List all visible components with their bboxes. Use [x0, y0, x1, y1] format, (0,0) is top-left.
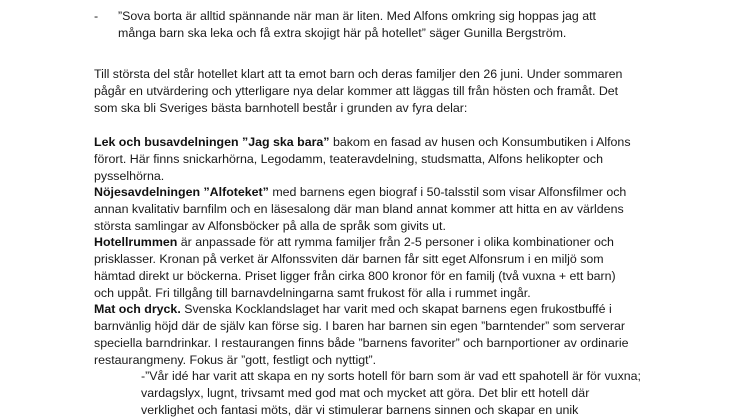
hotell-line-1 [94, 234, 656, 251]
noje-heading: Nöjesavdelningen ”Alfoteket” [94, 185, 269, 199]
noje-paragraph [94, 184, 656, 235]
lek-line-1 [94, 134, 656, 151]
bullet-text [118, 8, 658, 42]
bullet-dash: - [94, 9, 99, 23]
lek-line-2: förort. Här finns snickarhörna, Legodamm, teateravdelning, studsmatta, Alfons helikopter och [94, 152, 603, 166]
hotell-line-4: och uppåt. Fri tillgång till barnavdelningarna samt frukost för alla i rummet ingår. [94, 286, 531, 300]
intro-line-3: som ska bli Sveriges bästa barnhotell består i grunden av fyra delar: [94, 101, 468, 115]
intro-line-1: Till största del står hotellet klart att ta emot barn och deras familjer den 26 juni. Under sommaren [94, 67, 623, 81]
hotell-line-1-text: är anpassade för att rymma familjer från 2-5 personer i olika kombinationer och [177, 235, 614, 249]
mat-line-1 [94, 301, 656, 318]
lek-heading: Lek och busavdelningen ”Jag ska bara” [94, 135, 330, 149]
hotell-heading: Hotellrummen [94, 235, 178, 249]
bullet-text-line-1: ”Sova borta är alltid spännande när man är liten. Med Alfons omkring sig hoppas jag att [118, 9, 597, 23]
closing-quote [141, 368, 661, 419]
quote-line-2: vardagslyx, lugnt, trivsamt med god mat och mycket att göra. Det blir ett hotell där [141, 386, 590, 400]
quote-line-1: -”Vår idé har varit att skapa en ny sorts hotell för barn som är vad ett spahotell är för vuxna; [141, 369, 641, 383]
intro-line-2: pågår en utvärdering och ytterligare nya delar kommer att läggas till från hösten och framåt. Det [94, 84, 619, 98]
lek-paragraph [94, 134, 656, 185]
noje-line-3: största samlingar av Alfonsböcker på alla de språk som givits ut. [94, 219, 446, 233]
hotell-line-2: prisklasser. Kronan på verket är Alfonssviten där barnen får sitt eget Alfonsrum i en miljö som [94, 252, 604, 266]
mat-paragraph [94, 301, 656, 369]
noje-line-2: annan kvalitativ barnfilm och en läsesalong där man bland annat kommer att hitta en av världens [94, 202, 624, 216]
mat-line-3: speciella barndrinkar. I restaurangen finns både ”barnens favoriter” och barnportioner av ordinarie [94, 336, 629, 350]
noje-line-1 [94, 184, 656, 201]
hotell-paragraph [94, 234, 656, 302]
bullet-text-line-2: många barn ska leka och få extra skojigt här på hotellet” säger Gunilla Bergström. [118, 26, 567, 40]
mat-line-4: restaurangmeny. Fokus är ”gott, festligt och nyttigt”. [94, 353, 377, 367]
noje-line-1-text: med barnens egen biograf i 50-talsstil som visar Alfonsfilmer och [268, 185, 627, 199]
mat-line-1-text: Svenska Kocklandslaget har varit med och skapat barnens egen frukostbuffé i [180, 302, 612, 316]
lek-line-3: pysselhörna. [94, 169, 165, 183]
lek-line-1-text: bakom en fasad av husen och Konsumbutiken i Alfons [329, 135, 631, 149]
intro-paragraph [94, 66, 656, 117]
hotell-line-3: hämtad direkt ur böckerna. Priset ligger från cirka 800 kronor för en familj (två vuxna + ett barn) [94, 269, 616, 283]
mat-heading: Mat och dryck. [94, 302, 181, 316]
mat-line-2: barnvänlig höjd där de själv kan förse sig. I baren har barnen sin egen ”barntender” som serverar [94, 319, 626, 333]
quote-line-3: verklighet och fantasi möts, där vi stimulerar barnens sinnen och skapar en unik [141, 403, 579, 417]
